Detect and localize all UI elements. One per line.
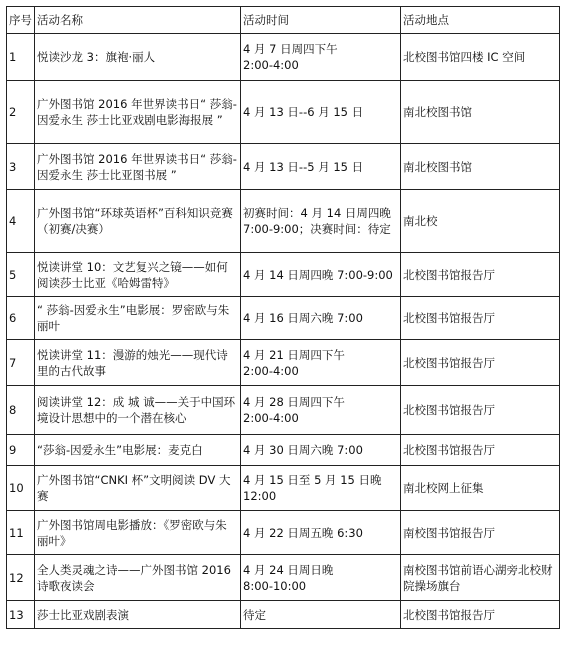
row-activity-time: 4 月 14 日周四晚 7:00-9:00 [241,253,401,297]
row-activity-time: 初赛时间：4 月 14 日周四晚 7:00-9:00；决赛时间：待定 [241,190,401,253]
table-row [7,297,560,340]
table-row [7,190,560,253]
table-row [7,386,560,435]
row-activity-time: 4 月 13 日--6 月 15 日 [241,81,401,144]
row-number: 13 [7,601,35,629]
row-number: 2 [7,81,35,144]
row-number: 1 [7,34,35,81]
table-row [7,144,560,190]
row-activity-time: 待定 [241,601,401,629]
row-activity-name: 广外图书馆周电影播放：《罗密欧与朱丽叶》 [35,511,241,555]
row-activity-name: “ 莎翁-因爱永生”电影展：罗密欧与朱丽叶 [35,297,241,340]
header-activity-place: 活动地点 [401,7,560,34]
row-activity-place: 南校图书馆前语心湖旁北校财院操场旗台 [401,555,560,601]
table-row [7,555,560,601]
row-activity-time: 4 月 7 日周四下午 2:00-4:00 [241,34,401,81]
row-activity-time: 4 月 13 日--5 月 15 日 [241,144,401,190]
row-activity-name: 广外图书馆“环球英语杯”百科知识竞赛（初赛/决赛） [35,190,241,253]
table-row [7,340,560,386]
row-activity-name: 全人类灵魂之诗——广外图书馆 2016 诗歌夜读会 [35,555,241,601]
table-header [7,7,560,34]
row-activity-time: 4 月 24 日周日晚 8:00-10:00 [241,555,401,601]
row-number: 3 [7,144,35,190]
table-row [7,81,560,144]
table-row [7,466,560,511]
row-number: 11 [7,511,35,555]
row-activity-place: 北校图书馆报告厅 [401,601,560,629]
row-activity-name: 悦读讲堂 10：文艺复兴之镜——如何阅读莎士比亚《哈姆雷特》 [35,253,241,297]
row-number: 5 [7,253,35,297]
row-activity-place: 北校图书馆报告厅 [401,435,560,466]
row-number: 4 [7,190,35,253]
row-number: 7 [7,340,35,386]
row-activity-place: 北校图书馆报告厅 [401,340,560,386]
table-row [7,601,560,629]
row-activity-name: 阅读讲堂 12：成 城 诚——关于中国环境设计思想中的一个潜在核心 [35,386,241,435]
row-activity-place: 南校图书馆报告厅 [401,511,560,555]
table-body [7,34,560,629]
row-activity-place: 北校图书馆报告厅 [401,253,560,297]
row-activity-name: 莎士比亚戏剧表演 [35,601,241,629]
header-activity-name: 活动名称 [35,7,241,34]
row-number: 6 [7,297,35,340]
row-activity-time: 4 月 21 日周四下午 2:00-4:00 [241,340,401,386]
row-activity-name: 广外图书馆 2016 年世界读书日“ 莎翁-因爱永生 莎士比亚图书展 ” [35,144,241,190]
row-activity-name: 悦读讲堂 11：漫游的烛光——现代诗里的古代故事 [35,340,241,386]
row-activity-time: 4 月 15 日至 5 月 15 日晚 12:00 [241,466,401,511]
row-activity-name: 广外图书馆“CNKI 杯”文明阅读 DV 大赛 [35,466,241,511]
header-number: 序号 [7,7,35,34]
row-number: 10 [7,466,35,511]
row-activity-name: 悦读沙龙 3：旗袍·丽人 [35,34,241,81]
row-number: 9 [7,435,35,466]
row-activity-place: 南北校图书馆 [401,81,560,144]
row-activity-time: 4 月 30 日周六晚 7:00 [241,435,401,466]
row-activity-name: “莎翁-因爱永生”电影展：麦克白 [35,435,241,466]
row-activity-place: 北校图书馆报告厅 [401,297,560,340]
row-activity-place: 北校图书馆四楼 IC 空间 [401,34,560,81]
table-row [7,511,560,555]
row-number: 8 [7,386,35,435]
table-row [7,435,560,466]
header-row [7,7,560,34]
row-activity-time: 4 月 16 日周六晚 7:00 [241,297,401,340]
row-activity-place: 南北校 [401,190,560,253]
row-activity-time: 4 月 28 日周四下午 2:00-4:00 [241,386,401,435]
activity-schedule-table [6,6,560,629]
row-activity-place: 南北校网上征集 [401,466,560,511]
row-activity-time: 4 月 22 日周五晚 6:30 [241,511,401,555]
row-activity-place: 北校图书馆报告厅 [401,386,560,435]
header-activity-time: 活动时间 [241,7,401,34]
table-row [7,253,560,297]
row-activity-place: 南北校图书馆 [401,144,560,190]
row-number: 12 [7,555,35,601]
table-row [7,34,560,81]
row-activity-name: 广外图书馆 2016 年世界读书日“ 莎翁-因爱永生 莎士比亚戏剧电影海报展 ” [35,81,241,144]
